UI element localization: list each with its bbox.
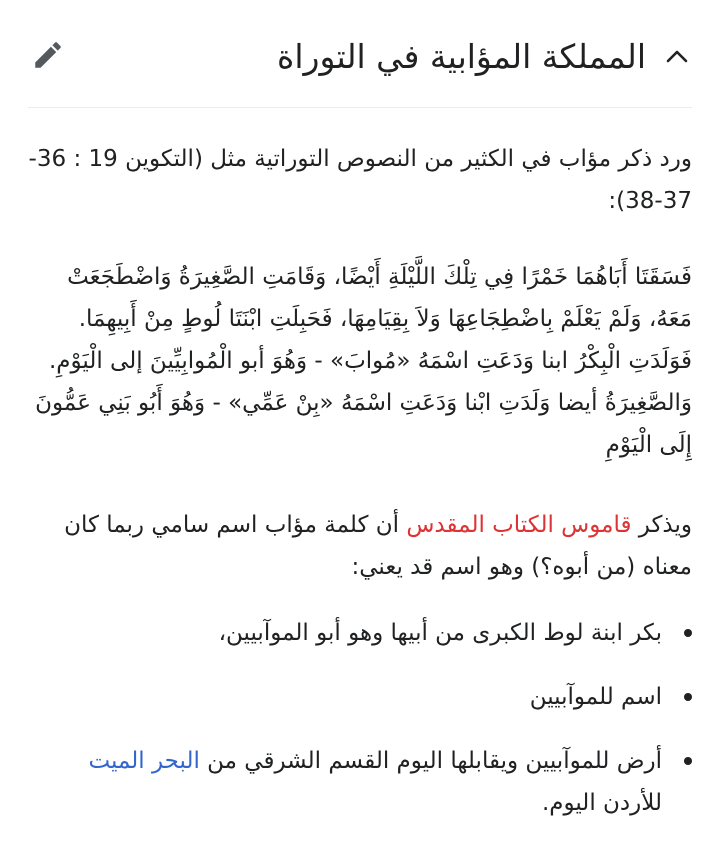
bullet-icon [684,757,692,765]
meanings-list [28,612,692,824]
dead-sea-link[interactable]: البحر الميت [88,748,200,774]
pencil-icon [31,38,65,76]
edit-section-button[interactable] [28,37,68,77]
dictionary-text-before: ويذكر [631,512,692,538]
bullet-icon [684,629,692,637]
bullet-icon [684,693,692,701]
list-item [28,676,662,718]
list-item-text-after: للأردن اليوم. [541,790,662,816]
intro-paragraph: ورد ذكر مؤاب في الكثير من النصوص التوراتية مثل (التكوين 19 : 36-37-38): [28,146,692,214]
list-item-text-before: أرض للموآبيين ويقابلها اليوم القسم الشرقي من [199,748,662,774]
list-item-text: بكر ابنة لوط الكبرى من أبيها وهو أبو الموآبيين، [218,620,662,646]
list-item-text: اسم للموآبيين [529,684,662,710]
dictionary-text-after: أن كلمة مؤاب اسم سامي ربما كان معناه (من أبوه؟) وهو اسم قد يعني: [64,512,692,580]
section-heading-group[interactable] [277,37,692,76]
list-item [28,740,662,824]
section-title: المملكة المؤابية في التوراة [277,37,646,76]
dictionary-paragraph [28,504,692,588]
list-item [28,612,662,654]
chevron-up-icon[interactable] [662,42,692,72]
bible-dictionary-link[interactable]: قاموس الكتاب المقدس [406,512,632,538]
section-header[interactable] [28,0,692,108]
scripture-quote: فَسَقَتَا أَبَاهُمَا خَمْرًا فِي تِلْكَ اللَّيْلَةِ أَيْضًا، وَقَامَتِ الصَّغِيرَةُ وَاضْطَجَعَتْ مَعَهُ، وَلَمْ يَعْلَمْ بِاضْطِجَاعِهَا وَلاَ بِقِيَامِهَا، فَحَبِلَتِ ابْنَتَا لُوطٍ مِنْ أَبِيهِمَا. فَوَلَدَتِ الْبِكْرُ ابنا وَدَعَتِ اسْمَهُ «مُوابَ» - وَهُوَ أبو الْمُوابِيِّينَ إلى الْيَوْمِ. وَالصَّغِيرَةُ أيضا وَلَدَتِ ابْنا وَدَعَتِ اسْمَهُ «بِنْ عَمِّي» - وَهُوَ أَبُو بَنِي عَمُّونَ إِلَى الْيَوْمِ [35,264,692,458]
